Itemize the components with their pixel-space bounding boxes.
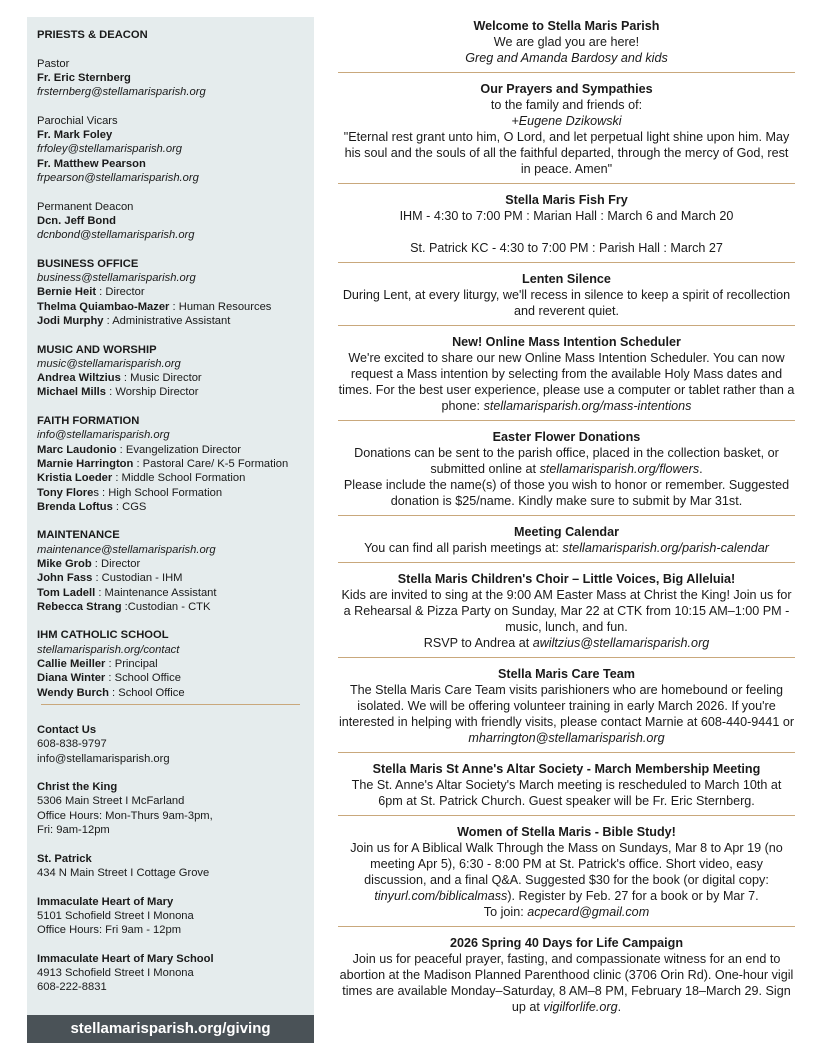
mass-intention-text: We're excited to share our new Online Mass Intention Scheduler. You can now request a Mass intention by selecting from the available Holy Mass dates and times. For the best user experience, please use a computer or tablet rather than a phone: — [338, 351, 795, 413]
staff-role: : School Office — [108, 686, 185, 699]
business-heading: BUSINESS OFFICE — [37, 257, 139, 270]
prayers-title: Our Prayers and Sympathies — [480, 82, 653, 96]
staff-line — [37, 314, 304, 328]
ihm-address: 5101 Schofield Street I Monona — [37, 909, 194, 922]
stpatrick-name: St. Patrick — [37, 852, 92, 865]
calendar-title: Meeting Calendar — [514, 525, 619, 539]
staff-line — [37, 686, 304, 700]
business-block — [37, 257, 304, 328]
choir-text: Kids are invited to sing at the 9:00 AM Easter Mass at Christ the King! Join us for a Rehearsal & Pizza Party on Sunday, Mar 22 at CTK from 10:15 AM–1:00 PM - music, lunch, and fun. — [341, 588, 792, 634]
faith-block — [37, 414, 304, 514]
lenten-text: During Lent, at every liturgy, we'll recess in silence to keep a spirit of recollection and reverent quiet. — [342, 288, 791, 318]
easter-flowers-text-block — [338, 445, 795, 477]
fishfry-stpatrick: St. Patrick KC - 4:30 to 7:00 PM : Parish Hall : March 27 — [410, 241, 723, 255]
staff-name: Jodi Murphy — [37, 314, 104, 327]
section-divider — [338, 562, 795, 563]
forty-days-title: 2026 Spring 40 Days for Life Campaign — [449, 936, 684, 950]
announcements-column — [338, 17, 795, 1021]
staff-line — [37, 486, 304, 500]
pastor-email[interactable]: frsternberg@stellamarisparish.org — [37, 86, 206, 99]
staff-line — [37, 471, 304, 485]
vicars-label: Parochial Vicars — [37, 114, 118, 127]
contact-phone[interactable]: 608-838-9797 — [37, 738, 107, 751]
calendar-section — [338, 523, 795, 562]
clergy-heading: PRIESTS & DEACON — [37, 29, 148, 41]
forty-days-text: Join us for peaceful prayer, fasting, and compassionate witness for an end to abortion at the Madison Planned Parenthood clinic (3706 Orin Rd). One-hour vigil times are available Monday–Saturday, 8 AM–8 PM, February 18–March 29. Sign up at — [339, 952, 794, 1014]
sidebar-divider — [41, 704, 300, 705]
care-team-email-link[interactable]: mharrington@stellamarisparish.org — [468, 731, 665, 745]
ctk-block — [37, 780, 304, 837]
staff-role: : Middle School Formation — [112, 472, 246, 485]
section-divider — [338, 262, 795, 263]
section-divider — [338, 515, 795, 516]
choir-section — [338, 570, 795, 657]
lenten-section — [338, 270, 795, 325]
easter-flowers-note: Please include the name(s) of those you wish to honor or remember. Suggested donation is $25/name. Kindly make sure to submit by Mar 31st. — [343, 478, 790, 508]
staff-name: Mike Grob — [37, 557, 92, 570]
staff-name: Tony Flore — [37, 486, 94, 499]
section-divider — [338, 815, 795, 816]
choir-email-link[interactable]: awiltzius@stellamarisparish.org — [532, 636, 710, 650]
altar-society-text: The St. Anne's Altar Society's March meeting is rescheduled to March 10th at 6pm at St. Patrick Church. Guest speaker will be Fr. Eric Sternberg. — [351, 778, 782, 808]
music-block — [37, 343, 304, 400]
fishfry-title: Stella Maris Fish Fry — [505, 193, 628, 207]
choir-rsvp: RSVP to Andrea at — [423, 636, 533, 650]
clergy-block — [37, 28, 304, 42]
ihm-school-block — [37, 952, 304, 995]
bible-study-text-block — [338, 840, 795, 904]
staff-name: Marc Laudonio — [37, 443, 117, 456]
forty-days-link[interactable]: vigilforlife.org — [543, 1000, 618, 1014]
deacon-email[interactable]: dcnbond@stellamarisparish.org — [37, 229, 195, 242]
ihm-school-phone[interactable]: 608-222-8831 — [37, 981, 107, 994]
welcome-family: Greg and Amanda Bardosy and kids — [465, 51, 668, 65]
staff-name: Tom Ladell — [37, 586, 96, 599]
staff-name: Bernie Heit — [37, 286, 97, 299]
maintenance-heading: MAINTENANCE — [37, 529, 120, 542]
staff-role: : Principal — [105, 658, 158, 671]
faith-email[interactable]: info@stellamarisparish.org — [37, 429, 170, 442]
staff-line — [37, 385, 304, 399]
staff-line — [37, 657, 304, 671]
staff-name: Andrea Wiltzius — [37, 372, 121, 385]
staff-role: : Maintenance Assistant — [95, 586, 217, 599]
care-team-text: The Stella Maris Care Team visits parishioners who are homebound or feeling isolated. We will be offering volunteer training in early March 2026. If you're interested in helping with friendly visits, please contact Marnie at 608-440-9441 or — [338, 683, 795, 729]
ihm-hours: Office Hours: Fri 9am - 12pm — [37, 924, 182, 937]
bible-study-join: To join: — [483, 905, 528, 919]
contact-heading: Contact Us — [37, 723, 97, 736]
ihm-school-address: 4913 Schofield Street I Monona — [37, 967, 194, 979]
section-divider — [338, 657, 795, 658]
staff-role: : CGS — [112, 500, 147, 513]
staff-role: : Director — [91, 557, 141, 570]
staff-role: : Director — [96, 286, 145, 299]
stpatrick-block — [37, 852, 304, 881]
contact-block — [37, 723, 304, 766]
contact-email[interactable]: info@stellamarisparish.org — [37, 752, 170, 765]
staff-line — [37, 500, 304, 514]
staff-role: s : High School Formation — [93, 486, 223, 499]
staff-role: : Administrative Assistant — [103, 314, 231, 327]
calendar-text: You can find all parish meetings at: — [364, 541, 563, 555]
section-divider — [338, 183, 795, 184]
staff-role: :Custodian - CTK — [121, 600, 211, 613]
section-divider — [338, 926, 795, 927]
vicar1-name: Fr. Mark Foley — [37, 129, 113, 142]
welcome-title: Welcome to Stella Maris Parish — [473, 19, 660, 33]
faith-heading: FAITH FORMATION — [37, 415, 140, 428]
staff-role: : Pastoral Care/ K-5 Formation — [133, 457, 289, 470]
welcome-section — [338, 17, 795, 72]
fishfry-ihm: IHM - 4:30 to 7:00 PM : Marian Hall : March 6 and March 20 — [399, 209, 734, 223]
easter-flowers-period: . — [699, 462, 703, 476]
staff-line — [37, 285, 304, 299]
staff-name: John Fass — [37, 572, 93, 585]
bible-study-title: Women of Stella Maris - Bible Study! — [457, 825, 676, 839]
mass-intention-text-block — [338, 350, 795, 414]
fishfry-section — [338, 191, 795, 262]
ihm-school-name: Immaculate Heart of Mary School — [37, 952, 214, 965]
staff-line — [37, 600, 304, 614]
staff-line — [37, 300, 304, 314]
care-team-text-block — [338, 682, 795, 746]
staff-line — [37, 571, 304, 585]
section-divider — [338, 325, 795, 326]
easter-flowers-title: Easter Flower Donations — [492, 430, 641, 444]
pastor-label: Pastor — [37, 57, 70, 70]
prayers-line: to the family and friends of: — [490, 98, 643, 112]
spacer — [338, 224, 795, 240]
altar-society-title: Stella Maris St Anne's Altar Society - March Membership Meeting — [372, 762, 761, 776]
stpatrick-address: 434 N Main Street I Cottage Grove — [37, 866, 210, 879]
bible-study-text: Join us for A Biblical Walk Through the Mass on Sundays, Mar 8 to Apr 19 (no meeting Apr 5), 6:30 - 8:00 PM at St. Patrick's office. Short video, easy discussion, and a final Q&A. Suggested $30 for the book (or digital copy: — [350, 841, 783, 887]
staff-role: : Evangelization Director — [116, 443, 241, 456]
vicar1-email[interactable]: frfoley@stellamarisparish.org — [37, 143, 183, 156]
section-divider — [338, 752, 795, 753]
bible-study-email-link[interactable]: acpecard@gmail.com — [527, 905, 650, 919]
staff-line — [37, 586, 304, 600]
staff-role: : Custodian - IHM — [92, 572, 183, 585]
vicar2-name: Fr. Matthew Pearson — [37, 157, 146, 170]
staff-line — [37, 671, 304, 685]
vicars-block — [37, 114, 304, 185]
vicar2-email[interactable]: frpearson@stellamarisparish.org — [37, 171, 199, 184]
mass-intention-section — [338, 333, 795, 420]
school-heading: IHM CATHOLIC SCHOOL — [37, 629, 169, 642]
pastor-block — [37, 57, 304, 100]
staff-name: Thelma Quiambao-Mazer — [37, 300, 170, 313]
business-email[interactable]: business@stellamarisparish.org — [37, 272, 196, 285]
staff-role: : Music Director — [120, 372, 202, 385]
choir-rsvp-block — [338, 635, 795, 651]
welcome-line: We are glad you are here! — [493, 35, 640, 49]
section-divider — [338, 420, 795, 421]
care-team-section — [338, 665, 795, 752]
care-team-title: Stella Maris Care Team — [498, 667, 635, 681]
school-contact-link[interactable]: stellamarisparish.org/contact — [37, 643, 180, 656]
staff-name: Kristia Loeder — [37, 472, 113, 485]
staff-role: : School Office — [105, 672, 181, 685]
maintenance-email[interactable]: maintenance@stellamarisparish.org — [37, 543, 216, 556]
ihm-name: Immaculate Heart of Mary — [37, 895, 174, 908]
deacon-label: Permanent Deacon — [37, 200, 134, 213]
mass-intention-link[interactable]: stellamarisparish.org/mass-intentions — [483, 399, 692, 413]
staff-name: Marnie Harrington — [37, 457, 134, 470]
deacon-name: Dcn. Jeff Bond — [37, 214, 116, 227]
altar-society-section — [338, 760, 795, 815]
maintenance-block — [37, 528, 304, 614]
choir-title: Stella Maris Children's Choir – Little Voices, Big Alleluia! — [397, 572, 736, 586]
sidebar-directory — [27, 17, 314, 1043]
calendar-text-block — [338, 540, 795, 556]
music-heading: MUSIC AND WORSHIP — [37, 343, 157, 356]
staff-name: Wendy Burch — [37, 686, 109, 699]
mass-intention-title: New! Online Mass Intention Scheduler — [452, 335, 681, 349]
forty-days-text-block — [338, 951, 795, 1015]
bible-study-join-block — [338, 904, 795, 920]
bible-study-register: ). Register by Feb. 27 for a book or by Mar 7. — [507, 889, 759, 903]
staff-line — [37, 457, 304, 471]
staff-line — [37, 557, 304, 571]
staff-role: : Worship Director — [106, 386, 199, 399]
prayers-section — [338, 80, 795, 183]
forty-days-section — [338, 934, 795, 1021]
easter-flowers-section — [338, 428, 795, 515]
staff-line — [37, 371, 304, 385]
ctk-address: 5306 Main Street I McFarland — [37, 795, 185, 808]
giving-link-banner[interactable]: stellamarisparish.org/giving — [27, 1015, 314, 1043]
staff-name: Michael Mills — [37, 386, 107, 399]
lenten-title: Lenten Silence — [522, 272, 611, 286]
school-block — [37, 628, 304, 699]
staff-name: Callie Meiller — [37, 658, 106, 671]
staff-line — [37, 443, 304, 457]
prayers-deceased-name: +Eugene Dzikowski — [511, 114, 622, 128]
easter-flowers-text: Donations can be sent to the parish office, placed in the collection basket, or submitted online at — [354, 446, 779, 476]
ihm-block — [37, 895, 304, 938]
music-email[interactable]: music@stellamarisparish.org — [37, 357, 181, 370]
bible-study-section — [338, 823, 795, 926]
ctk-name: Christ the King — [37, 781, 118, 794]
staff-role: : Human Resources — [169, 300, 272, 313]
bible-study-link[interactable]: tinyurl.com/biblicalmass — [374, 889, 508, 903]
pastor-name: Fr. Eric Sternberg — [37, 71, 131, 84]
forty-days-period: . — [617, 1000, 622, 1014]
staff-name: Rebecca Strang — [37, 600, 122, 613]
ctk-hours: Office Hours: Mon-Thurs 9am-3pm, — [37, 809, 213, 822]
staff-name: Brenda Loftus — [37, 500, 113, 513]
staff-name: Diana Winter — [37, 672, 106, 685]
prayers-text: "Eternal rest grant unto him, O Lord, and let perpetual light shine upon him. May his soul and the souls of all the faithful departed, through the mercy of God, rest in peace. Amen" — [343, 130, 790, 176]
deacon-block — [37, 200, 304, 243]
calendar-link[interactable]: stellamarisparish.org/parish-calendar — [562, 541, 769, 555]
ctk-hours-fri: Fri: 9am-12pm — [37, 824, 110, 837]
easter-flowers-link[interactable]: stellamarisparish.org/flowers — [539, 462, 700, 476]
section-divider — [338, 72, 795, 73]
